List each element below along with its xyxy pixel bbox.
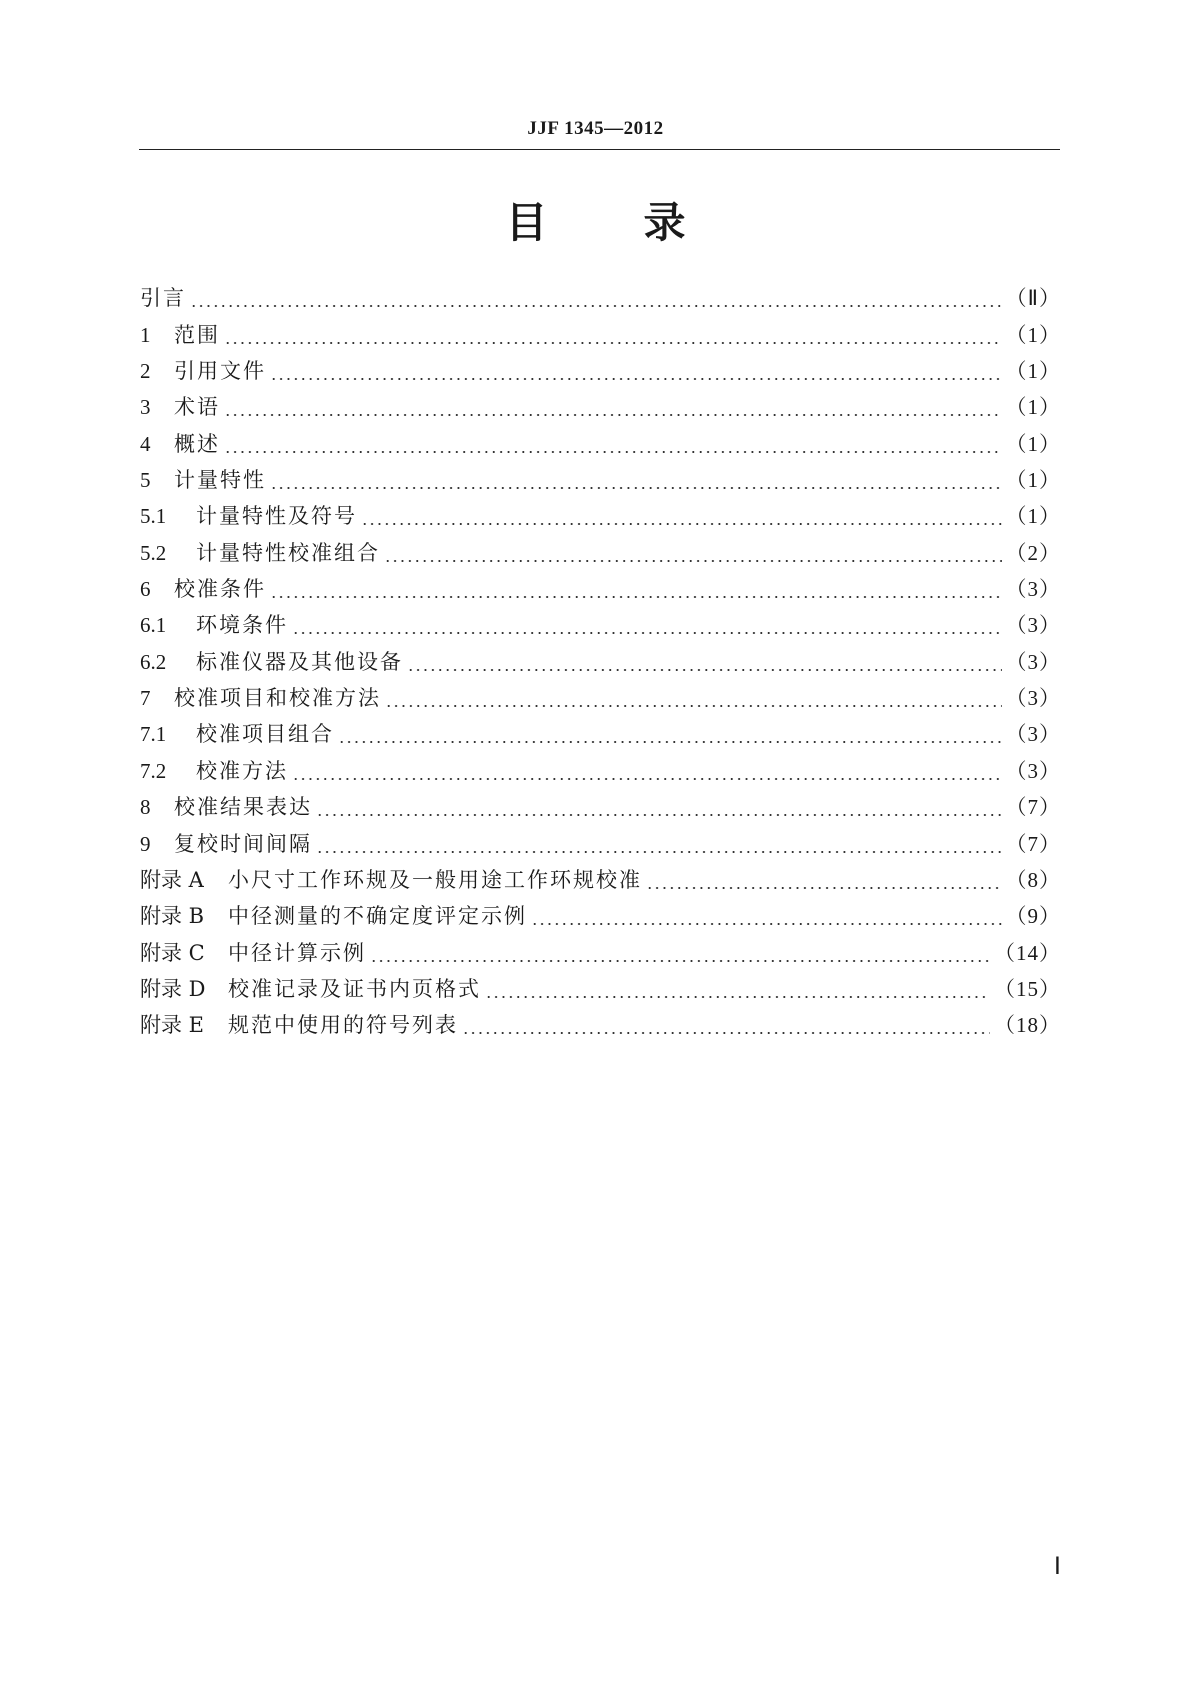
toc-dot-leader: [270, 359, 1002, 381]
toc-entry-page: （3）: [1005, 613, 1061, 638]
toc-entry[interactable]: [140, 567, 1061, 603]
toc-entry-title: 计量特性校准组合: [196, 540, 380, 565]
toc-entry-number: 3: [140, 395, 151, 420]
toc-entry-number: 8: [140, 795, 151, 820]
title-char-2: 录: [643, 198, 686, 247]
toc-dot-leader: [224, 323, 1002, 345]
toc-entry-page: （Ⅱ）: [1005, 286, 1061, 311]
toc-dot-leader: [370, 941, 990, 963]
toc-entry[interactable]: [140, 785, 1061, 821]
toc-entry-page: （7）: [1005, 795, 1061, 820]
toc-entry[interactable]: [140, 712, 1061, 748]
toc-entry[interactable]: [140, 748, 1061, 784]
toc-entry-number: 5.1: [140, 504, 167, 529]
toc-dot-leader: [646, 868, 1002, 890]
toc-dot-leader: [384, 541, 1002, 563]
toc-entry-number: 附录 A: [140, 867, 204, 892]
toc-entry-number: 附录 D: [140, 976, 206, 1001]
toc-entry[interactable]: [140, 858, 1061, 894]
toc-dot-leader: [224, 395, 1002, 417]
toc-entry-page: （3）: [1005, 577, 1061, 602]
toc-entry[interactable]: [140, 494, 1061, 530]
toc-dot-leader: [385, 686, 1002, 708]
toc-entry-page: （3）: [1005, 722, 1061, 747]
toc-entry-title: 术语: [174, 395, 220, 420]
toc-title: [0, 195, 1191, 251]
toc-entry-page: （3）: [1005, 758, 1061, 783]
toc-entry[interactable]: [140, 421, 1061, 457]
toc-dot-leader: [531, 904, 1002, 926]
toc-entry[interactable]: [140, 967, 1061, 1003]
toc-entry-title: 计量特性及符号: [196, 504, 357, 529]
table-of-contents: [140, 276, 1061, 1039]
toc-entry-number: 6.1: [140, 613, 167, 638]
toc-entry-page: （1）: [1005, 468, 1061, 493]
toc-entry-number: 4: [140, 431, 151, 456]
toc-entry-number: 6.2: [140, 649, 167, 674]
toc-entry-title: 校准项目和校准方法: [174, 686, 381, 711]
toc-entry-page: （3）: [1005, 649, 1061, 674]
toc-entry-number: 7: [140, 686, 151, 711]
toc-dot-leader: [292, 613, 1002, 635]
toc-entry-page: （9）: [1005, 904, 1061, 929]
toc-entry[interactable]: [140, 930, 1061, 966]
toc-entry[interactable]: [140, 639, 1061, 675]
toc-dot-leader: [270, 468, 1002, 490]
page-number: Ⅰ: [1053, 1554, 1061, 1580]
toc-entry[interactable]: [140, 276, 1061, 312]
toc-entry-title: 计量特性: [174, 468, 266, 493]
toc-entry-title: 中径计算示例: [228, 940, 366, 965]
toc-entry-page: （14）: [994, 940, 1061, 965]
toc-dot-leader: [462, 1013, 990, 1035]
toc-entry-title: 规范中使用的符号列表: [228, 1013, 458, 1038]
toc-entry-title: 校准结果表达: [174, 795, 312, 820]
toc-entry[interactable]: [140, 821, 1061, 857]
toc-entry-page: （3）: [1005, 686, 1061, 711]
toc-dot-leader: [485, 977, 990, 999]
toc-entry-title: 校准方法: [196, 758, 288, 783]
toc-entry[interactable]: [140, 312, 1061, 348]
toc-entry-page: （2）: [1005, 540, 1061, 565]
toc-dot-leader: [338, 722, 1002, 744]
toc-dot-leader: [316, 832, 1002, 854]
toc-entry-title: 校准记录及证书内页格式: [228, 976, 481, 1001]
toc-entry-page: （1）: [1005, 504, 1061, 529]
toc-entry-title: 环境条件: [196, 613, 288, 638]
toc-dot-leader: [361, 504, 1002, 526]
toc-entry[interactable]: [140, 530, 1061, 566]
toc-entry-number: 9: [140, 831, 151, 856]
toc-entry-title: 标准仪器及其他设备: [196, 649, 403, 674]
toc-dot-leader: [316, 795, 1002, 817]
toc-entry-page: （8）: [1005, 867, 1061, 892]
toc-entry-title: 概述: [174, 431, 220, 456]
toc-dot-leader: [224, 432, 1002, 454]
toc-dot-leader: [292, 759, 1002, 781]
toc-dot-leader: [270, 577, 1002, 599]
toc-entry[interactable]: [140, 1003, 1061, 1039]
toc-entry-number: 5: [140, 468, 151, 493]
toc-entry-title: 校准条件: [174, 577, 266, 602]
toc-entry[interactable]: [140, 603, 1061, 639]
toc-entry-number: 7.2: [140, 758, 167, 783]
header-rule: [139, 149, 1060, 150]
toc-entry-page: （1）: [1005, 359, 1061, 384]
toc-entry-title: 范围: [174, 322, 220, 347]
toc-entry[interactable]: [140, 458, 1061, 494]
toc-entry-title: 引用文件: [174, 359, 266, 384]
toc-entry-page: （1）: [1005, 395, 1061, 420]
toc-entry-number: 附录 B: [140, 904, 205, 929]
toc-entry-number: 附录 C: [140, 940, 205, 965]
toc-dot-leader: [190, 286, 1002, 308]
toc-entry-title: 中径测量的不确定度评定示例: [228, 904, 527, 929]
toc-entry-number: 5.2: [140, 540, 167, 565]
toc-entry-page: （15）: [994, 976, 1061, 1001]
toc-entry-title: 复校时间间隔: [174, 831, 312, 856]
toc-entry[interactable]: [140, 385, 1061, 421]
title-char-1: 目: [505, 198, 548, 247]
toc-entry-number: 6: [140, 577, 151, 602]
toc-entry[interactable]: [140, 676, 1061, 712]
toc-entry-title: 引言: [140, 286, 186, 311]
toc-entry-number: 2: [140, 359, 151, 384]
document-code-header: JJF 1345—2012: [527, 118, 664, 139]
toc-entry-page: （7）: [1005, 831, 1061, 856]
toc-entry-title: 小尺寸工作环规及一般用途工作环规校准: [228, 867, 642, 892]
toc-entry-page: （18）: [994, 1013, 1061, 1038]
toc-entry[interactable]: [140, 349, 1061, 385]
toc-entry-number: 附录 E: [140, 1013, 205, 1038]
toc-entry-number: 1: [140, 322, 151, 347]
toc-entry-page: （1）: [1005, 322, 1061, 347]
toc-dot-leader: [407, 650, 1002, 672]
toc-entry-number: 7.1: [140, 722, 167, 747]
toc-entry[interactable]: [140, 894, 1061, 930]
toc-entry-page: （1）: [1005, 431, 1061, 456]
toc-entry-title: 校准项目组合: [196, 722, 334, 747]
